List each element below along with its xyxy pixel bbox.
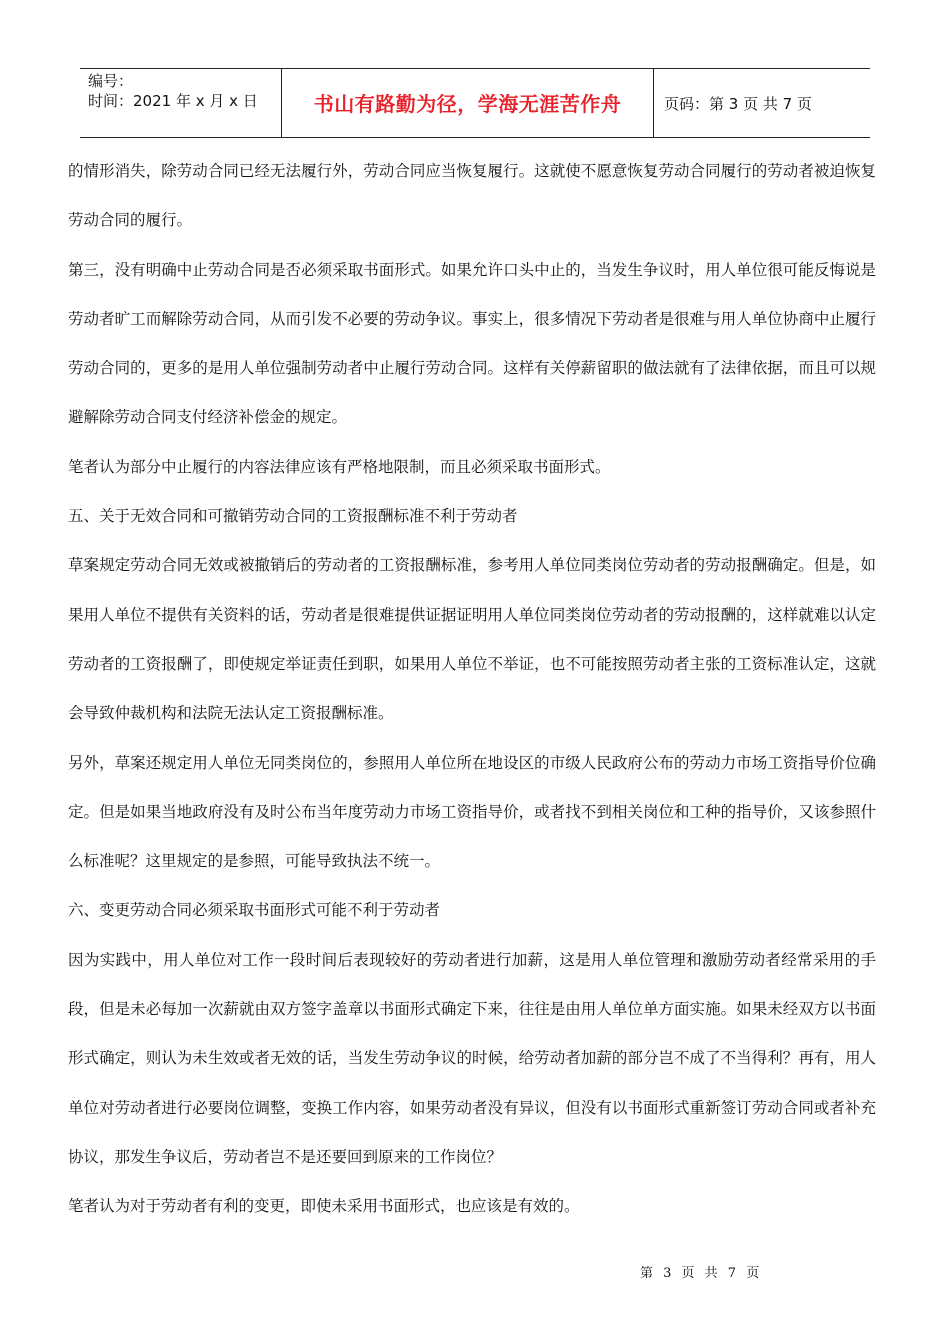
document-date: 时间：2021 年 x 月 x 日 [88,92,258,110]
paragraph-author-opinion-2: 笔者认为对于劳动者有利的变更，即使未采用书面形式，也应该是有效的。 [68,1197,580,1216]
header-meta [88,71,283,111]
paragraph-third-point: 第三，没有明确中止劳动合同是否必须采取书面形式。如果允许口头中止的，当发生争议时，用人单位很可能反悔说是劳动者旷工而解除劳动合同，从而引发不必要的劳动争议。事实上，很多情况下劳动者是很难与用人单位协商中止履行劳动合同的，更多的是用人单位强制劳动者中止履行劳动合同。这样有关停薪留职的做法就有了法律依据，而且可以规避解除劳动合同支付经济补偿金的规定。 [68,260,876,427]
document-body [68,147,876,1232]
paragraph-guide-price: 另外，草案还规定用人单位无同类岗位的，参照用人单位所在地设区的市级人民政府公布的劳动力市场工资指导价位确定。但是如果当地政府没有及时公布当年度劳动力市场工资指导价，或者找不到相关岗位和工种的指导价，又该参照什么标准呢？这里规定的是参照，可能导致执法不统一。 [68,753,876,871]
page-header [80,68,870,138]
document-number-label: 编号： [88,72,134,90]
paragraph-continuation: 的情形消失，除劳动合同已经无法履行外，劳动合同应当恢复履行。这就使不愿意恢复劳动合同履行的劳动者被迫恢复劳动合同的履行。 [68,162,876,230]
section-heading-5: 五、关于无效合同和可撤销劳动合同的工资报酬标准不利于劳动者 [68,507,518,526]
header-divider-right [653,69,654,137]
paragraph-contract-change: 因为实践中，用人单位对工作一段时间后表现较好的劳动者进行加薪，这是用人单位管理和激励劳动者经常采用的手段，但是未必每加一次薪就由双方签字盖章以书面形式确定下来，往往是由用人单位单方面实施。如果未经双方以书面形式确定，则认为未生效或者无效的话，当发生劳动争议的时候，给劳动者加薪的部分岂不成了不当得利？再有，用人单位对劳动者进行必要岗位调整，变换工作内容，如果劳动者没有异议，但没有以书面形式重新签订劳动合同或者补充协议，那发生争议后，劳动者岂不是还要回到原来的工作岗位？ [68,950,876,1166]
page-footer: 第 3 页 共 7 页 [640,1266,763,1281]
paragraph-wage-standard: 草案规定劳动合同无效或被撤销后的劳动者的工资报酬标准，参考用人单位同类岗位劳动者的劳动报酬确定。但是，如果用人单位不提供有关资料的话，劳动者是很难提供证据证明用人单位同类岗位劳动者的劳动报酬的，这样就难以认定劳动者的工资报酬了，即使规定举证责任到职，如果用人单位不举证，也不可能按照劳动者主张的工资标准认定，这就会导致仲裁机构和法院无法认定工资报酬标准。 [68,556,876,723]
header-motto: 书山有路勤为径，学海无涯苦作舟 [313,92,622,116]
header-page-info: 页码：第 3 页 共 7 页 [664,95,812,113]
paragraph-author-opinion-1: 笔者认为部分中止履行的内容法律应该有严格地限制，而且必须采取书面形式。 [68,457,611,476]
section-heading-6: 六、变更劳动合同必须采取书面形式可能不利于劳动者 [68,901,441,920]
